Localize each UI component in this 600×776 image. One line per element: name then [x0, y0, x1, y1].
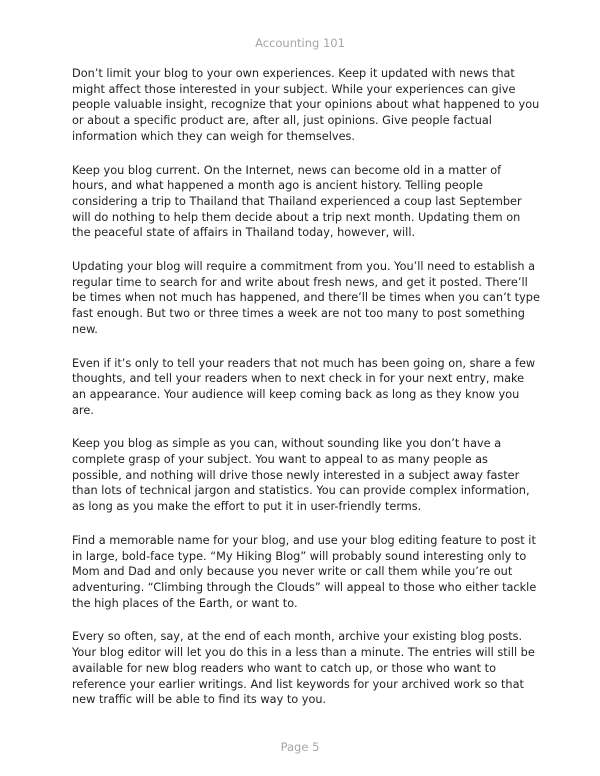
paragraph-7: Every so often, say, at the end of each month, archive your existing blog posts. Your blog editor will let you do this in a less than a minute. The entries will still be available for new blog readers who want to catch up, or those who want to reference your earlier writings. And list keywords for your archived work so that new traffic will be able to find its way to you.	[72, 630, 535, 707]
body-text	[72, 66, 540, 726]
paragraph-5: Keep you blog as simple as you can, without sounding like you don’t have a complete grasp of your subject. You want to appeal to as many people as possible, and nothing will drive those newly interested in a subject away faster than lots of technical jargon and statistics. You can provide complex information, as long as you make the effort to put it in user-friendly terms.	[72, 437, 530, 514]
paragraph-1: Don’t limit your blog to your own experiences. Keep it updated with news that might affect those interested in your subject. While your experiences can give people valuable insight, recognize that your opinions about what happened to you or about a specific product are, after all, just opinions. Give people factual information which they can weigh for themselves.	[72, 67, 540, 143]
paragraph-4: Even if it’s only to tell your readers that not much has been going on, share a few thoughts, and tell your readers when to next check in for your next entry, make an appearance. Your audience will keep coming back as long as they know you are.	[72, 356, 536, 417]
paragraph-3: Updating your blog will require a commitment from you. You’ll need to establish a regular time to search for and write about fresh news, and get it posted. There’ll be times when not much has happened, and there’ll be times when you can’t type fast enough. But two or three times a week are not too many to post something new.	[72, 260, 540, 336]
paragraph-2: Keep you blog current. On the Internet, news can become old in a matter of hours, and what happened a month ago is ancient history. Telling people considering a trip to Thailand that Thailand experienced a coup last September will do nothing to help them decide about a trip next month. Updating them on the peaceful state of affairs in Thailand today, however, will.	[72, 163, 522, 240]
running-header: Accounting 101	[255, 36, 345, 50]
paragraph-6: Find a memorable name for your blog, and use your blog editing feature to post it in large, bold-face type. “My Hiking Blog” will probably sound interesting only to Mom and Dad and only because you never write or call them while you’re out adventuring. “Climbing through the Clouds” will appeal to those who either tackle the high places of the Earth, or want to.	[72, 533, 537, 610]
page-number: Page 5	[280, 740, 320, 754]
